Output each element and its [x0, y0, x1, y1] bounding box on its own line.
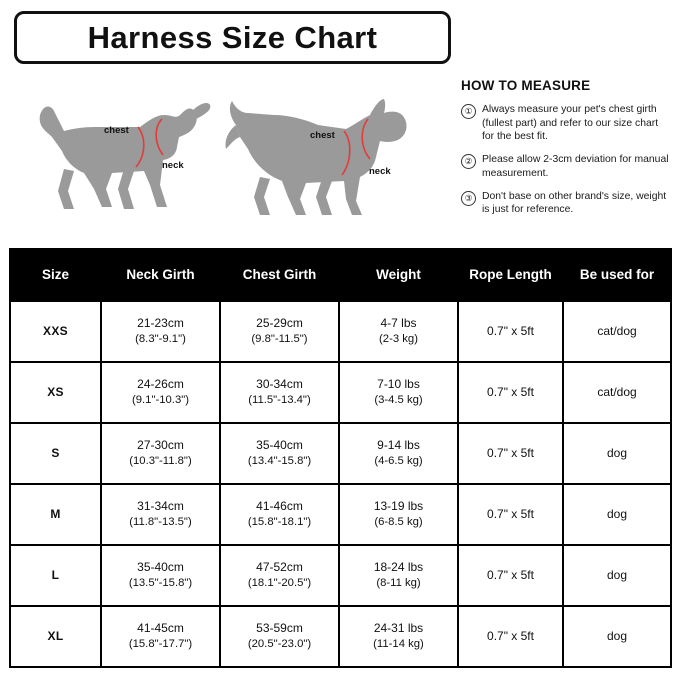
neck-in: (15.8"-17.7") [128, 637, 193, 650]
weight-lbs: 24-31 lbs [373, 621, 424, 636]
neck-in: (11.8"-13.5") [129, 515, 192, 528]
neck-in: (10.3"-11.8") [129, 454, 192, 467]
weight-lbs: 9-14 lbs [377, 438, 420, 453]
cell-be-used-for: cat/dog [563, 301, 671, 362]
cell-rope-length: 0.7" x 5ft [458, 301, 563, 362]
neck-cm: 31-34cm [137, 499, 184, 514]
neck-in: (8.3"-9.1") [135, 332, 186, 345]
step-number-1: ① [461, 104, 476, 119]
header-neck-girth: Neck Girth [101, 249, 220, 301]
how-to-measure-heading: HOW TO MEASURE [461, 78, 591, 93]
chest-cm: 53-59cm [256, 621, 303, 636]
cell-weight [339, 484, 458, 545]
cat-chest-label: chest [310, 130, 335, 141]
neck-cm: 21-23cm [137, 316, 184, 331]
chest-cm: 41-46cm [256, 499, 303, 514]
table-row [10, 423, 671, 484]
how-to-measure-item [461, 103, 669, 144]
cell-be-used-for: dog [563, 606, 671, 667]
cell-chest-girth [220, 362, 339, 423]
cat-neck-label: neck [369, 166, 391, 177]
cat-silhouette-icon [222, 85, 422, 225]
weight-kg: (3-4.5 kg) [374, 393, 423, 406]
chest-in: (13.4"-15.8") [247, 454, 312, 467]
weight-kg: (2-3 kg) [379, 332, 418, 345]
cell-weight [339, 362, 458, 423]
chest-cm: 47-52cm [256, 560, 303, 575]
chest-in: (15.8"-18.1") [247, 515, 312, 528]
cell-chest-girth [220, 301, 339, 362]
weight-lbs: 13-19 lbs [373, 499, 424, 514]
weight-kg: (8-11 kg) [376, 576, 421, 589]
weight-kg: (11-14 kg) [373, 637, 424, 650]
header-size: Size [10, 249, 101, 301]
cell-size: M [10, 484, 101, 545]
cell-neck-girth [101, 301, 220, 362]
cell-rope-length: 0.7" x 5ft [458, 545, 563, 606]
neck-in: (13.5"-15.8") [128, 576, 193, 589]
how-to-measure-item [461, 153, 669, 180]
cell-rope-length: 0.7" x 5ft [458, 606, 563, 667]
cell-neck-girth [101, 545, 220, 606]
weight-lbs: 7-10 lbs [377, 377, 420, 392]
cell-size: XS [10, 362, 101, 423]
cell-weight [339, 606, 458, 667]
chest-cm: 25-29cm [256, 316, 303, 331]
cell-size: XL [10, 606, 101, 667]
dog-silhouette-icon [22, 85, 212, 225]
cell-neck-girth [101, 423, 220, 484]
step-number-2: ② [461, 154, 476, 169]
chest-in: (20.5"-23.0") [247, 637, 312, 650]
neck-cm: 24-26cm [137, 377, 184, 392]
how-to-measure-item [461, 190, 669, 217]
neck-cm: 41-45cm [137, 621, 184, 636]
table-row [10, 545, 671, 606]
cell-chest-girth [220, 423, 339, 484]
table-row [10, 301, 671, 362]
page-title-box [14, 11, 451, 64]
dog-chest-label: chest [104, 125, 129, 136]
cell-chest-girth [220, 484, 339, 545]
cell-be-used-for: dog [563, 545, 671, 606]
header-weight: Weight [339, 249, 458, 301]
header-rope-length: Rope Length [458, 249, 563, 301]
header-be-used-for: Be used for [563, 249, 671, 301]
weight-kg: (6-8.5 kg) [374, 515, 423, 528]
cell-size: L [10, 545, 101, 606]
table-row [10, 362, 671, 423]
cell-rope-length: 0.7" x 5ft [458, 362, 563, 423]
table-row [10, 484, 671, 545]
chest-cm: 30-34cm [256, 377, 303, 392]
chest-cm: 35-40cm [256, 438, 303, 453]
header-chest-girth: Chest Girth [220, 249, 339, 301]
cell-size: S [10, 423, 101, 484]
cell-weight [339, 301, 458, 362]
page-title: Harness Size Chart [87, 20, 378, 55]
cell-be-used-for: dog [563, 423, 671, 484]
step-text-3: Don't base on other brand's size, weight is just for reference. [482, 190, 667, 216]
cell-weight [339, 423, 458, 484]
cell-rope-length: 0.7" x 5ft [458, 423, 563, 484]
size-chart-table [9, 248, 672, 668]
cell-chest-girth [220, 606, 339, 667]
neck-cm: 27-30cm [137, 438, 184, 453]
table-header-row [10, 249, 671, 301]
chest-in: (18.1"-20.5") [247, 576, 312, 589]
chest-in: (9.8"-11.5") [251, 332, 308, 345]
table-row [10, 606, 671, 667]
cell-be-used-for: cat/dog [563, 362, 671, 423]
cell-size: XXS [10, 301, 101, 362]
cell-neck-girth [101, 362, 220, 423]
weight-kg: (4-6.5 kg) [374, 454, 423, 467]
step-number-3: ③ [461, 191, 476, 206]
neck-cm: 35-40cm [137, 560, 184, 575]
cell-be-used-for: dog [563, 484, 671, 545]
step-text-2: Please allow 2-3cm deviation for manual measurement. [482, 154, 669, 179]
weight-lbs: 18-24 lbs [373, 560, 424, 575]
dog-neck-label: neck [162, 160, 184, 171]
step-text-1: Always measure your pet's chest girth (fullest part) and refer to our size chart for the best fit. [482, 104, 659, 143]
chest-in: (11.5"-13.4") [248, 393, 311, 406]
cell-neck-girth [101, 606, 220, 667]
cell-neck-girth [101, 484, 220, 545]
cell-rope-length: 0.7" x 5ft [458, 484, 563, 545]
how-to-measure-section [461, 78, 669, 226]
illustration-area [14, 85, 454, 230]
cell-chest-girth [220, 545, 339, 606]
weight-lbs: 4-7 lbs [380, 316, 417, 331]
cell-weight [339, 545, 458, 606]
neck-in: (9.1"-10.3") [132, 393, 189, 406]
